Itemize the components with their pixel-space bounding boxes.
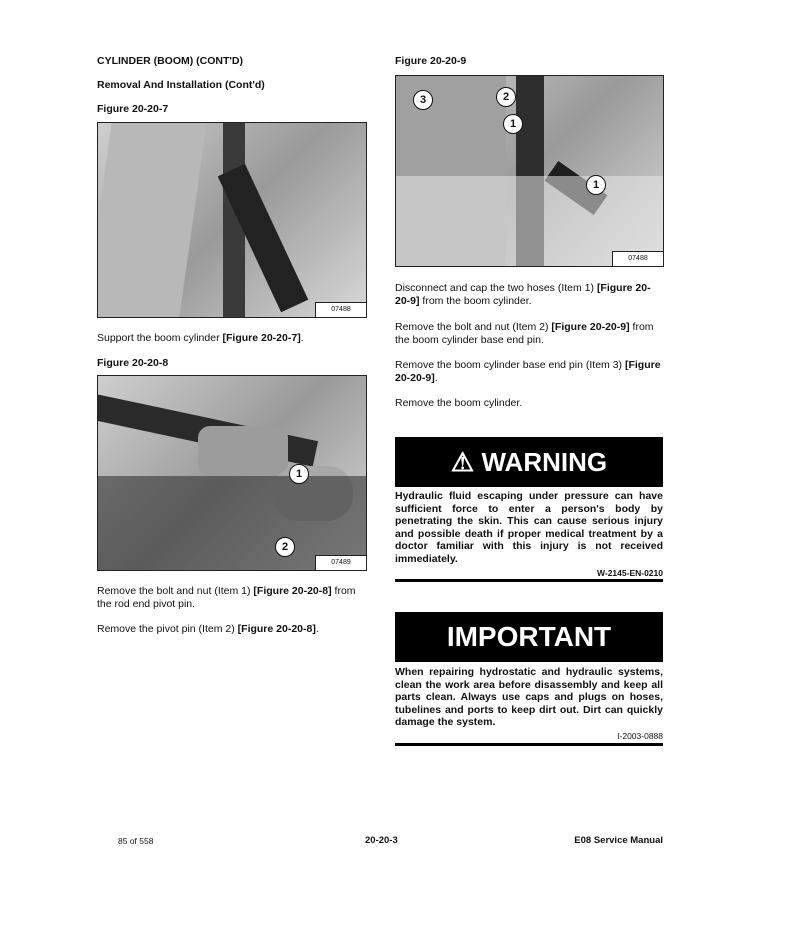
warning-banner: ⚠ WARNING <box>395 437 663 487</box>
figure-7-photo <box>97 122 367 318</box>
section-heading: CYLINDER (BOOM) (CONT'D) <box>97 55 243 67</box>
callout-1: 1 <box>503 114 523 134</box>
important-banner: IMPORTANT <box>395 612 663 662</box>
page-count: 85 of 558 <box>118 836 154 846</box>
support-instruction: Support the boom cylinder [Figure 20-20-7]. <box>97 332 304 344</box>
important-text: When repairing hydrostatic and hydraulic systems, clean the work area before disassembly and keep all parts clean. Always use caps and plugs on hoses, tubelines and ports to keep dirt out. Dirt can quickly damage the system. <box>395 666 663 728</box>
hoses-instruction: Disconnect and cap the two hoses (Item 1) [Figure 20-20-9] from the boom cylinder. <box>395 282 651 307</box>
pivot-pin-instruction: Remove the pivot pin (Item 2) [Figure 20-20-8]. <box>97 623 319 635</box>
callout-2: 2 <box>275 537 295 557</box>
warning-ref: W-2145-EN-0210 <box>597 568 663 578</box>
callout-1: 1 <box>289 464 309 484</box>
callout-3: 3 <box>413 90 433 110</box>
important-ref: I-2003-0888 <box>617 731 663 741</box>
manual-title: E08 Service Manual <box>574 835 663 846</box>
divider <box>395 743 663 746</box>
page-number: 20-20-3 <box>365 835 398 846</box>
callout-1: 1 <box>586 175 606 195</box>
figure-9-code: 07488 <box>612 251 663 266</box>
base-bolt-instruction: Remove the bolt and nut (Item 2) [Figure 20-20-9] from the boom cylinder base end pin. <box>395 321 654 346</box>
base-pin-instruction: Remove the boom cylinder base end pin (Item 3) [Figure 20-20-9]. <box>395 359 661 384</box>
figure-8-code: 07489 <box>315 555 366 570</box>
figure-7-title: Figure 20-20-7 <box>97 103 169 115</box>
bolt-removal-instruction: Remove the bolt and nut (Item 1) [Figure 20-20-8] from the rod end pivot pin. <box>97 585 356 610</box>
figure-9-title: Figure 20-20-9 <box>395 55 467 67</box>
callout-2: 2 <box>496 87 516 107</box>
remove-cylinder-instruction: Remove the boom cylinder. <box>395 397 523 409</box>
warning-text: Hydraulic fluid escaping under pressure can have sufficient force to enter a person's body by penetrating the skin. This can cause serious injury and possible death if proper medical treatment by a doctor familiar with this injury is not received immediately. <box>395 490 663 565</box>
warning-triangle-icon: ⚠ <box>450 447 475 477</box>
figure-8-title: Figure 20-20-8 <box>97 357 169 369</box>
figure-8-photo <box>97 375 367 571</box>
subheading: Removal And Installation (Cont'd) <box>97 79 265 91</box>
divider <box>395 579 663 582</box>
figure-7-code: 07488 <box>315 302 366 317</box>
figure-9-photo <box>395 75 664 267</box>
